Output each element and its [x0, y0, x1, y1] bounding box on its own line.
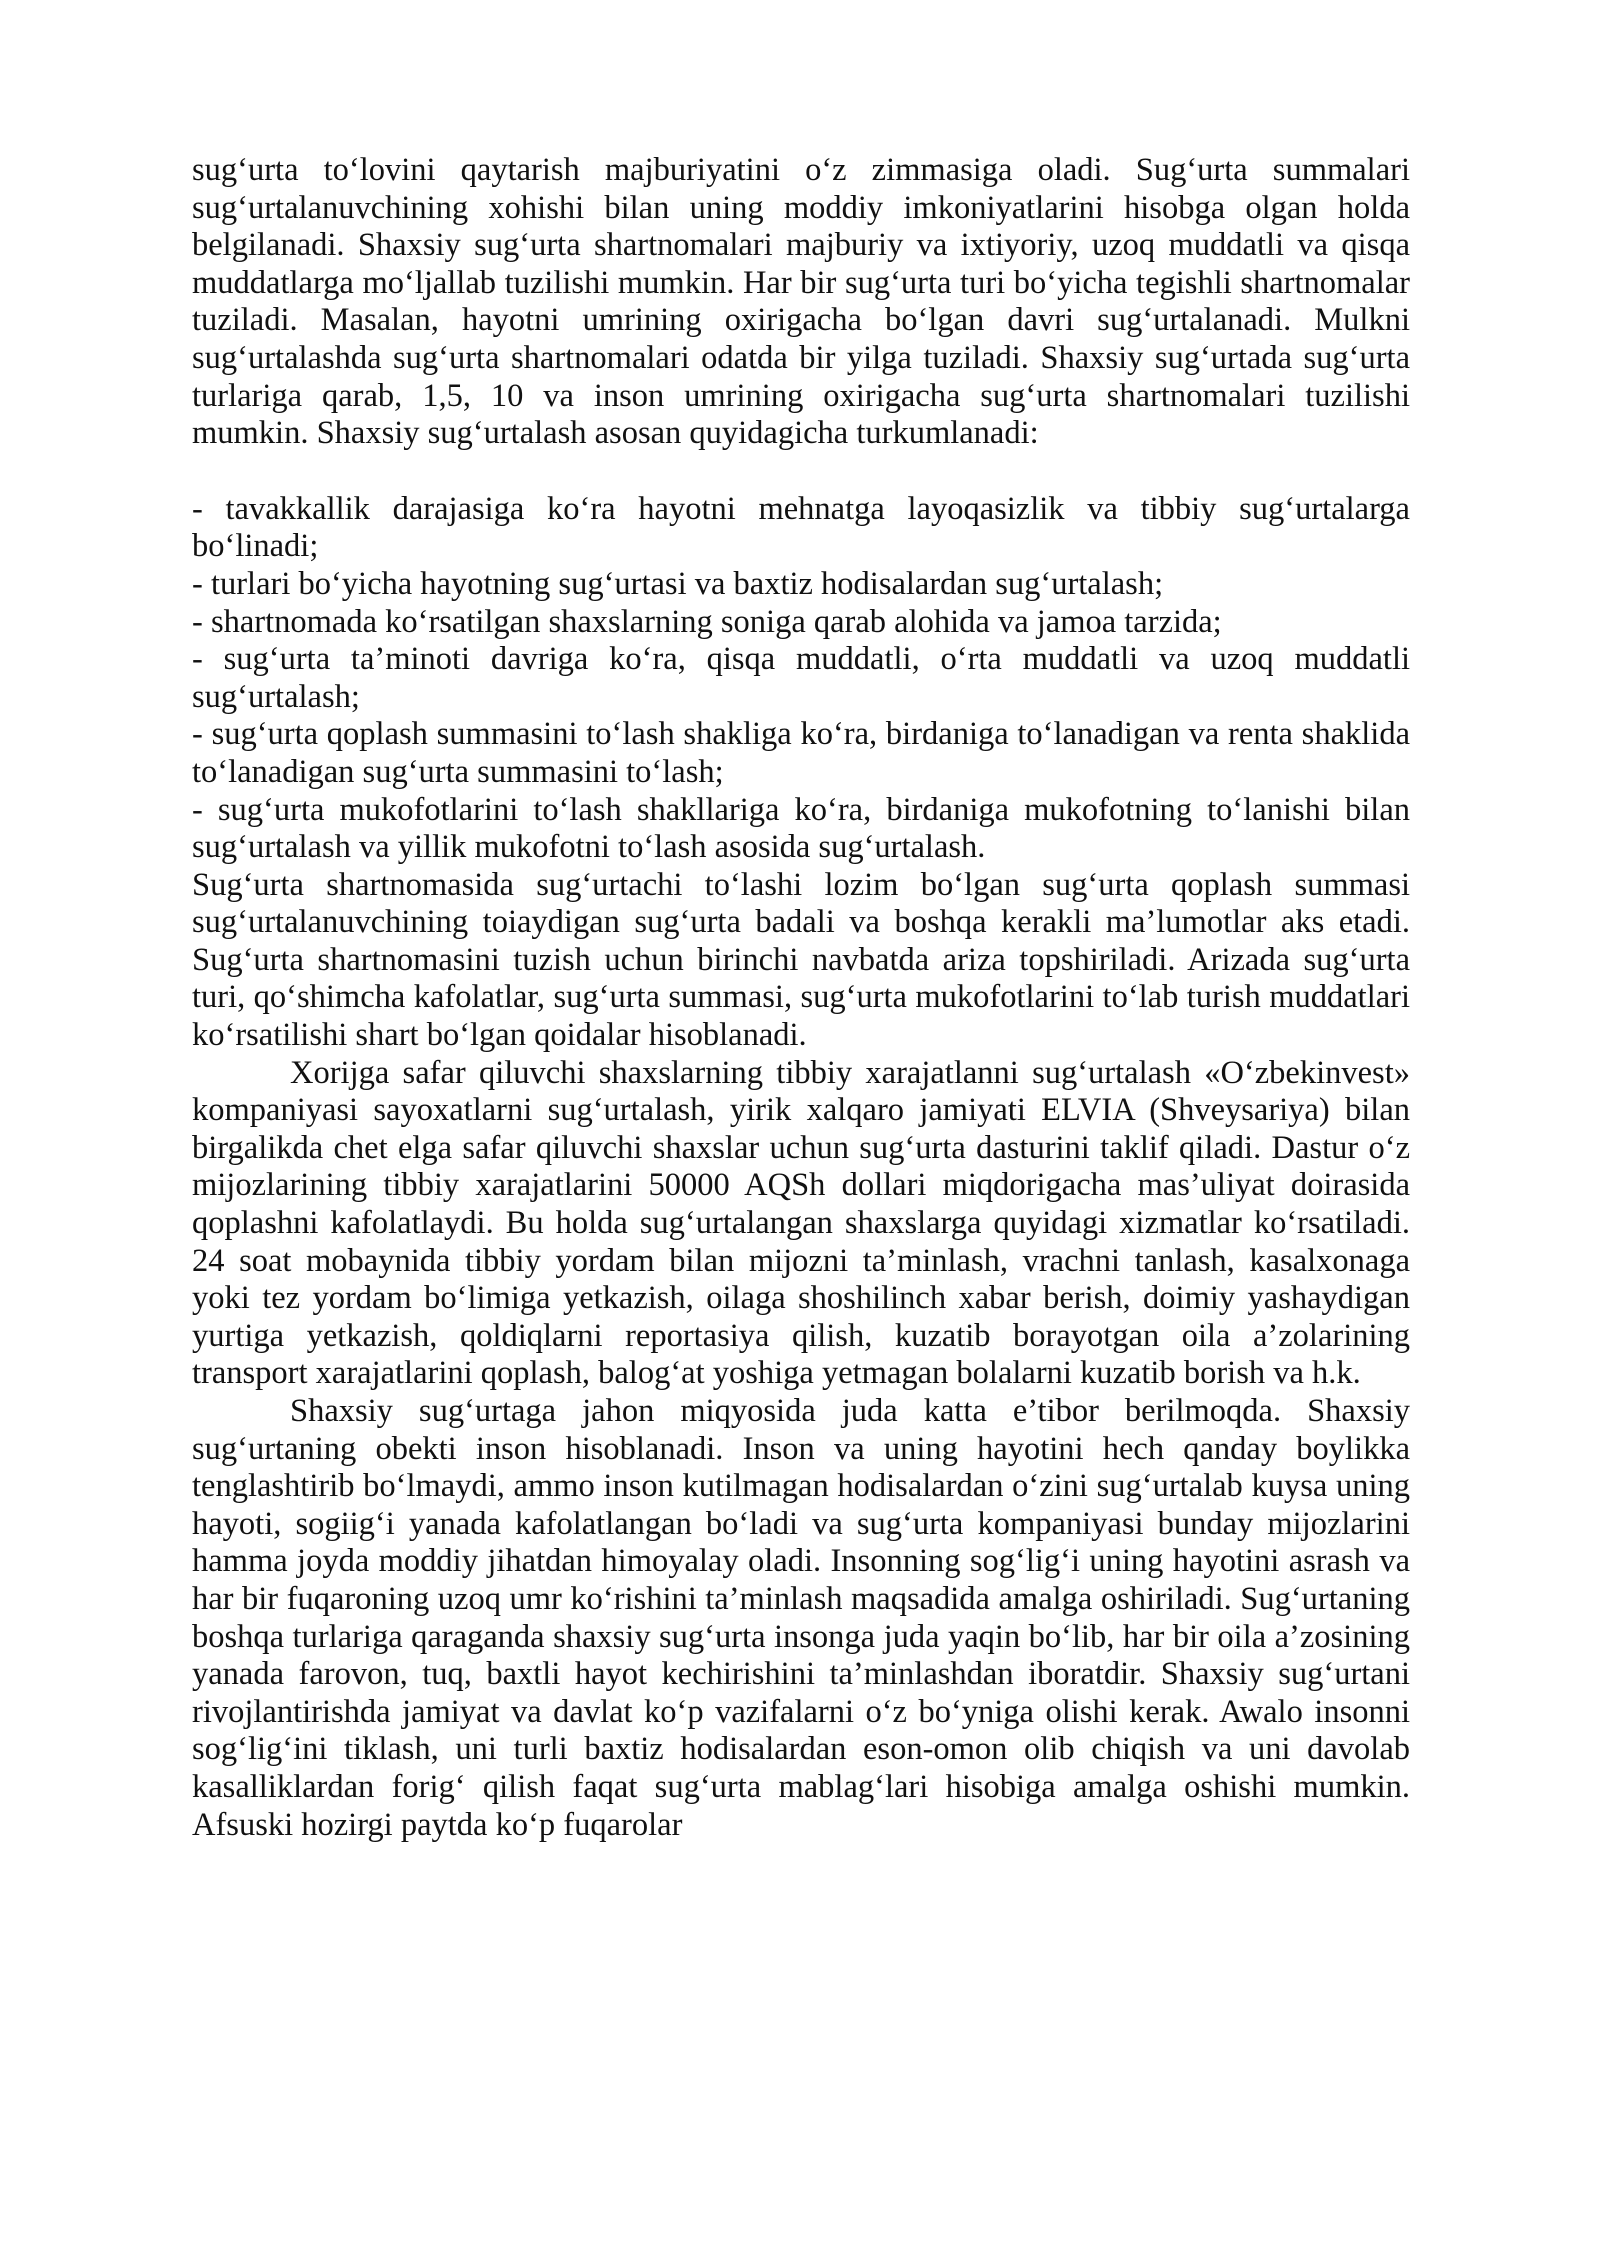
list-item: - sug‘urta mukofotlarini to‘lash shakllariga ko‘ra, birdaniga mukofotning to‘lanishi bilan sug‘urtalash va yillik mukofotni to‘lash asosida sug‘urtalash.: [192, 791, 1410, 866]
list-item: - turlari bo‘yicha hayotning sug‘urtasi va baxtiz hodisalardan sug‘urtalash;: [192, 565, 1164, 602]
intro-paragraph: sug‘urta to‘lovini qaytarish majburiyatini o‘z zimmasiga oladi. Sug‘urta summalari sug‘urtalanuvchining xohishi bilan uning moddiy imkoniyatlarini hisobga olgan holda belgilanadi. Shaxsiy sug‘urta shartnomalari majburiy va ixtiyoriy, uzoq muddatli va qisqa muddatlarga mo‘ljallab tuzilishi mumkin. Har bir sug‘urta turi bo‘yicha tegishli shartnomalar tuziladi. Masalan, hayotni umrining oxirigacha bo‘lgan davri sug‘urtalanadi. Mulkni sug‘urtalashda sug‘urta shartnomalari odatda bir yilga tuziladi. Shaxsiy sug‘urtada sug‘urta turlariga qarab, 1,5, 10 va inson umrining oxirigacha sug‘urta shartnomalari tuzilishi mumkin. Shaxsiy sug‘urtalash asosan quyidagicha turkumlanadi:: [192, 152, 1410, 452]
list-item: - sug‘urta qoplash summasini to‘lash shakliga ko‘ra, birdaniga to‘lanadigan va renta shaklida to‘lanadigan sug‘urta summasini to‘lash;: [192, 716, 1410, 790]
document-page: [192, 152, 1410, 1844]
travel-insurance-paragraph: Xorijga safar qiluvchi shaxslarning tibbiy xarajatlanni sug‘urtalash «O‘zbekinvest» kompaniyasi sayoxatlarni sug‘urtalash, yirik xalqaro jamiyati ELVIA (Shveysariya) bilan birgalikda chet elga safar qiluvchi shaxslar uchun sug‘urta dasturini taklif qiladi. Dastur o‘z mijozlarining tibbiy xarajatlarini 50000 AQSh dollari miqdorigacha mas’uliyat doirasida qoplashni kafolatlaydi. Bu holda sug‘urtalangan shaxslarga quyidagi xizmatlar ko‘rsatiladi. 24 soat mobaynida tibbiy yordam bilan mijozni ta’minlash, vrachni tanlash, kasalxonaga yoki tez yordam bo‘limiga yetkazish, oilaga shoshilinch xabar berish, doimiy yashaydigan yurtiga yetkazish, qoldiqlarni reportasiya qilish, kuzatib borayotgan oila a’zolarining transport xarajatlarini qoplash, balog‘at yoshiga yetmagan bolalarni kuzatib borish va h.k.: [192, 1054, 1410, 1392]
list-item: - sug‘urta ta’minoti davriga ko‘ra, qisqa muddatli, o‘rta muddatli va uzoq muddatli sug‘urtalash;: [192, 641, 1410, 715]
personal-insurance-paragraph: Shaxsiy sug‘urtaga jahon miqyosida juda katta e’tibor berilmoqda. Shaxsiy sug‘urtaning obekti inson hisoblanadi. Inson va uning hayotini hech qanday boylikka tenglashtirib bo‘lmaydi, ammo inson kutilmagan hodisalardan o‘zini sug‘urtalab kuysa uning hayoti, sogiig‘i yanada kafolatlangan bo‘ladi va sug‘urta kompaniyasi bunday mijozlarini hamma joyda moddiy jihatdan himoyalay oladi. Insonning sog‘lig‘i uning hayotini asrash va har bir fuqaroning uzoq umr ko‘rishini ta’minlash maqsadida amalga oshiriladi. Sug‘urtaning boshqa turlariga qaraganda shaxsiy sug‘urta insonga juda yaqin bo‘lib, har bir oila a’zosining yanada farovon, tuq, baxtli hayot kechirishini ta’minlashdan iboratdir. Shaxsiy sug‘urtani rivojlantirishda jamiyat va davlat ko‘p vazifalarni o‘z bo‘yniga olishi kerak. Awalo insonni sog‘lig‘ini tiklash, uni turli baxtiz hodisalardan eson-omon olib chiqish va uni davolab kasalliklardan forig‘ qilish faqat sug‘urta mablag‘lari hisobiga amalga oshishi mumkin. Afsuski hozirgi paytda ko‘p fuqarolar: [192, 1393, 1410, 1843]
list-item: - tavakkallik darajasiga ko‘ra hayotni mehnatga layoqasizlik va tibbiy sug‘urtalarga bo‘linadi;: [192, 490, 1410, 565]
classification-list: [192, 491, 1410, 867]
list-item: - shartnomada ko‘rsatilgan shaxslarning soniga qarab alohida va jamoa tarzida;: [192, 603, 1222, 640]
contract-paragraph: Sug‘urta shartnomasida sug‘urtachi to‘lashi lozim bo‘lgan sug‘urta qoplash summasi sug‘urtalanuvchining toiaydigan sug‘urta badali va boshqa kerakli ma’lumotlar aks etadi. Sug‘urta shartnomasini tuzish uchun birinchi navbatda ariza topshiriladi. Arizada sug‘urta turi, qo‘shimcha kafolatlar, sug‘urta summasi, sug‘urta mukofotlarini to‘lab turish muddatlari ko‘rsatilishi shart bo‘lgan qoidalar hisoblanadi.: [192, 866, 1410, 1054]
